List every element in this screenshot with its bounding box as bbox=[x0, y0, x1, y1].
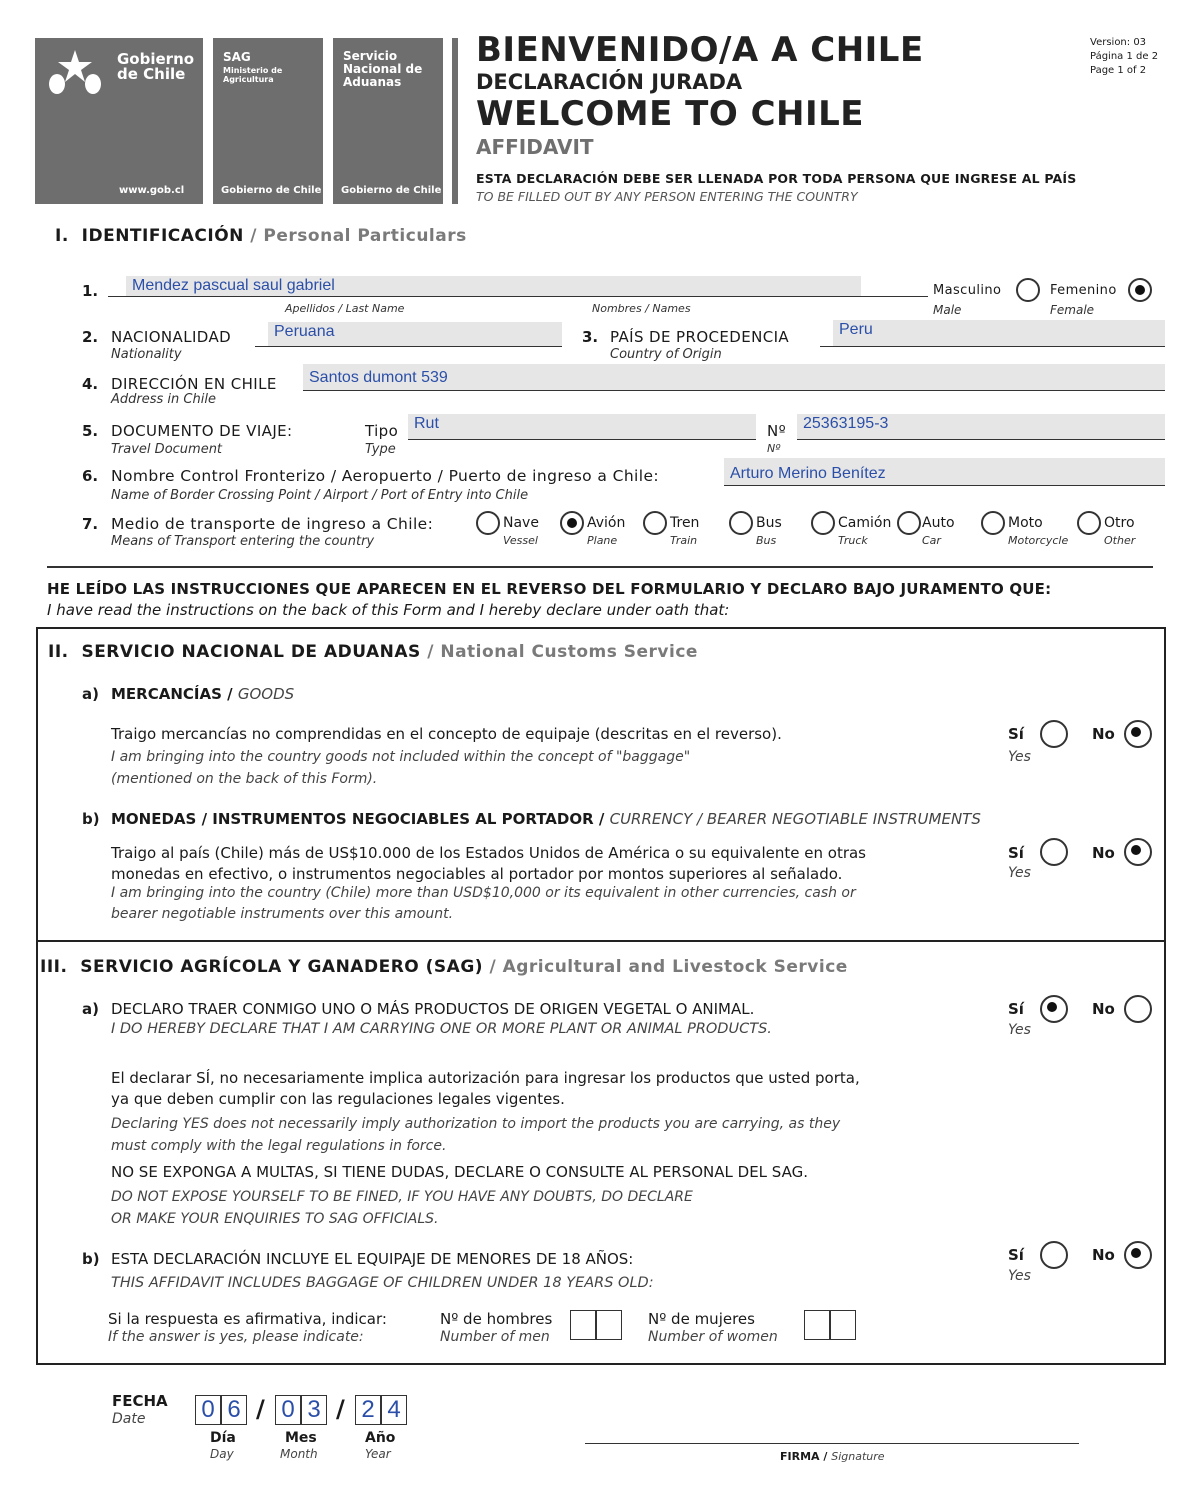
transport-label-en: Means of Transport entering the country bbox=[111, 534, 375, 549]
female-label-en: Female bbox=[1050, 303, 1095, 317]
field2-num: 2. bbox=[82, 328, 99, 346]
signature-label-es: FIRMA / bbox=[780, 1450, 832, 1463]
s2a-title-es: MERCANCÍAS / bbox=[111, 685, 238, 703]
s2b-title bbox=[111, 810, 981, 828]
s2b-yes-label-en: Yes bbox=[1008, 865, 1031, 881]
field1-line bbox=[108, 296, 928, 297]
transport-truck-label-en: Truck bbox=[838, 534, 868, 547]
header-divider bbox=[452, 38, 458, 204]
s3b-text-en: THIS AFFIDAVIT INCLUDES BAGGAGE OF CHILDREN UNDER 18 YEARS OLD: bbox=[111, 1275, 654, 1291]
oath-es: HE LEÍDO LAS INSTRUCCIONES QUE APARECEN EN EL REVERSO DEL FORMULARIO Y DECLARO BAJO JURAMENTO QUE: bbox=[47, 580, 1052, 598]
month-label-en: Month bbox=[280, 1447, 318, 1461]
logo-aduanas bbox=[333, 38, 443, 204]
s2b-no-label: No bbox=[1092, 844, 1115, 862]
s3b-yes-label: Sí bbox=[1008, 1246, 1024, 1264]
s3b-ifyes-en: If the answer is yes, please indicate: bbox=[108, 1329, 364, 1345]
s2b-title-en: CURRENCY / BEARER NEGOTIABLE INSTRUMENTS bbox=[609, 810, 981, 828]
s2a-yes-radio[interactable] bbox=[1040, 720, 1068, 748]
s2a-letter: a) bbox=[82, 685, 99, 703]
s2a-no-label: No bbox=[1092, 725, 1115, 743]
s3a-yes-label: Sí bbox=[1008, 1000, 1024, 1018]
s2b-yes-radio[interactable] bbox=[1040, 838, 1068, 866]
transport-bus-label-en: Bus bbox=[756, 534, 777, 547]
doc-type-field[interactable]: Rut bbox=[408, 414, 756, 440]
s3a-no-radio[interactable] bbox=[1124, 995, 1152, 1023]
section2-title-es: SERVICIO NACIONAL DE ADUANAS bbox=[81, 642, 421, 662]
men-label-en: Number of men bbox=[440, 1329, 550, 1345]
men-count-box-2[interactable] bbox=[596, 1310, 622, 1340]
logo-sag-title: SAG bbox=[223, 50, 251, 64]
transport-vessel-label: Nave bbox=[503, 515, 539, 531]
s3a-text-en: I DO HEREBY DECLARE THAT I AM CARRYING ONE OR MORE PLANT OR ANIMAL PRODUCTS. bbox=[111, 1021, 772, 1037]
s3a-no-label: No bbox=[1092, 1000, 1115, 1018]
logo-sag bbox=[213, 38, 323, 204]
travel-doc-label: DOCUMENTO DE VIAJE: bbox=[111, 422, 293, 440]
date-day-digit-1[interactable]: 0 bbox=[195, 1395, 221, 1425]
section2-num: II. bbox=[48, 642, 69, 662]
day-label-en: Day bbox=[210, 1447, 234, 1461]
border-field[interactable]: Arturo Merino Benítez bbox=[724, 458, 1165, 486]
address-label: DIRECCIÓN EN CHILE bbox=[111, 375, 277, 393]
s2b-no-radio[interactable] bbox=[1124, 838, 1152, 866]
logo-gob-title: Gobierno de Chile bbox=[117, 50, 195, 83]
lastname-label: Apellidos / Last Name bbox=[285, 302, 405, 315]
oath-en: I have read the instructions on the back of this Form and I hereby declare under oath that: bbox=[47, 601, 730, 619]
origin-label: PAÍS DE PROCEDENCIA bbox=[610, 328, 790, 346]
transport-motorcycle-label-en: Motorcycle bbox=[1008, 534, 1069, 547]
women-count-box-1[interactable] bbox=[804, 1310, 830, 1340]
address-field[interactable]: Santos dumont 539 bbox=[303, 364, 1165, 391]
s3b-ifyes-es: Si la respuesta es afirmativa, indicar: bbox=[108, 1310, 387, 1328]
section1-num: I. bbox=[55, 226, 69, 246]
section2-divider bbox=[36, 940, 1166, 942]
date-year-digit-2[interactable]: 4 bbox=[381, 1395, 407, 1425]
s2a-title-en: GOODS bbox=[237, 685, 295, 703]
type-label: Tipo bbox=[365, 422, 399, 440]
field3-num: 3. bbox=[582, 328, 599, 346]
s3a-warn-en2: OR MAKE YOUR ENQUIRIES TO SAG OFFICIALS. bbox=[111, 1211, 439, 1227]
transport-bus-label: Bus bbox=[756, 515, 782, 531]
logo-gobierno bbox=[35, 38, 203, 204]
s3a-yes-radio[interactable] bbox=[1040, 995, 1068, 1023]
name-field[interactable]: Mendez pascual saul gabriel bbox=[126, 276, 861, 296]
transport-train-radio[interactable] bbox=[643, 511, 667, 535]
origin-line bbox=[820, 346, 1165, 347]
logo-sag-foot: Gobierno de Chile bbox=[221, 185, 322, 196]
women-label: Nº de mujeres bbox=[648, 1310, 755, 1328]
signature-label bbox=[780, 1450, 885, 1463]
month-label: Mes bbox=[285, 1430, 317, 1446]
transport-car-label: Auto bbox=[922, 515, 955, 531]
transport-bus-radio[interactable] bbox=[729, 511, 753, 535]
transport-truck-label: Camión bbox=[838, 515, 892, 531]
section3-title-es: SERVICIO AGRÍCOLA Y GANADERO (SAG) bbox=[80, 957, 484, 977]
subtitle-en: AFFIDAVIT bbox=[476, 135, 594, 159]
doc-number-field[interactable]: 25363195-3 bbox=[797, 414, 1165, 440]
field1-num: 1. bbox=[82, 282, 99, 300]
page-es: Página 1 de 2 bbox=[1090, 51, 1159, 62]
s3a-warn-es: NO SE EXPONGA A MULTAS, SI TIENE DUDAS, DECLARE O CONSULTE AL PERSONAL DEL SAG. bbox=[111, 1163, 808, 1181]
s3a-text-es: DECLARO TRAER CONMIGO UNO O MÁS PRODUCTOS DE ORIGEN VEGETAL O ANIMAL. bbox=[111, 1000, 755, 1018]
s3a-note-es1: El declarar SÍ, no necesariamente implica autorización para ingresar los productos que usted porta, bbox=[111, 1069, 860, 1087]
s2b-title-es: MONEDAS / INSTRUMENTOS NEGOCIABLES AL PORTADOR / bbox=[111, 810, 610, 828]
version: Version: 03 bbox=[1090, 37, 1147, 48]
transport-vessel-radio[interactable] bbox=[476, 511, 500, 535]
female-label: Femenino bbox=[1050, 283, 1117, 298]
date-month-digit-1[interactable]: 0 bbox=[275, 1395, 301, 1425]
section1-title bbox=[55, 226, 467, 246]
logo-gob-url: www.gob.cl bbox=[119, 185, 185, 196]
s2b-text-en2: bearer negotiable instruments over this amount. bbox=[111, 906, 454, 922]
male-label: Masculino bbox=[933, 283, 1002, 298]
signature-label-en: Signature bbox=[831, 1450, 885, 1463]
male-label-en: Male bbox=[933, 303, 962, 317]
date-sep-1: / bbox=[256, 1395, 265, 1423]
male-radio[interactable] bbox=[1016, 278, 1040, 302]
year-label: Año bbox=[365, 1430, 396, 1446]
day-label: Día bbox=[210, 1430, 236, 1446]
s2b-letter: b) bbox=[82, 810, 100, 828]
date-day-digit-2[interactable]: 6 bbox=[221, 1395, 247, 1425]
transport-plane-label: Avión bbox=[587, 515, 626, 531]
men-label: Nº de hombres bbox=[440, 1310, 553, 1328]
transport-vessel-label-en: Vessel bbox=[503, 534, 538, 547]
origin-label-en: Country of Origin bbox=[610, 347, 722, 362]
s3b-yes-label-en: Yes bbox=[1008, 1268, 1031, 1284]
s3a-yes-label-en: Yes bbox=[1008, 1022, 1031, 1038]
chile-coat-of-arms-icon bbox=[45, 48, 105, 96]
doc-number-label: Nº bbox=[767, 422, 787, 440]
nationality-line bbox=[255, 346, 562, 347]
s2a-text-en2: (mentioned on the back of this Form). bbox=[111, 771, 378, 787]
men-count-box-1[interactable] bbox=[570, 1310, 596, 1340]
section3-title bbox=[40, 957, 848, 977]
s2a-text-en1: I am bringing into the country goods not included within the concept of "baggage" bbox=[111, 749, 691, 765]
s2b-text-es1: Traigo al país (Chile) más de US$10.000 de los Estados Unidos de América o su equivalente en otras bbox=[111, 844, 866, 862]
s2b-yes-label: Sí bbox=[1008, 844, 1024, 862]
transport-other-label-en: Other bbox=[1104, 534, 1136, 547]
page-en: Page 1 of 2 bbox=[1090, 65, 1147, 76]
instruction-en: TO BE FILLED OUT BY ANY PERSON ENTERING THE COUNTRY bbox=[476, 189, 858, 204]
field7-num: 7. bbox=[82, 515, 99, 533]
border-label: Nombre Control Fronterizo / Aeropuerto / Puerto de ingreso a Chile: bbox=[111, 467, 660, 485]
transport-plane-label-en: Plane bbox=[587, 534, 618, 547]
s2a-text-es: Traigo mercancías no comprendidas en el concepto de equipaje (descritas en el reverso). bbox=[111, 725, 782, 743]
section1-title-es: IDENTIFICACIÓN bbox=[81, 226, 244, 246]
transport-train-label: Tren bbox=[670, 515, 700, 531]
section2-title-en: / National Customs Service bbox=[420, 642, 698, 662]
subtitle-es: DECLARACIÓN JURADA bbox=[476, 70, 743, 94]
section1-title-en: / Personal Particulars bbox=[243, 226, 467, 246]
logo-sag-sub: Ministerio de Agricultura bbox=[223, 66, 283, 84]
transport-label: Medio de transporte de ingreso a Chile: bbox=[111, 515, 434, 533]
date-year-digit-1[interactable]: 2 bbox=[355, 1395, 381, 1425]
doc-number-label-en: Nº bbox=[767, 442, 781, 455]
section1-divider bbox=[47, 566, 1153, 568]
year-label-en: Year bbox=[365, 1447, 391, 1461]
s3a-note-en2: must comply with the legal regulations in force. bbox=[111, 1138, 447, 1154]
section3-title-en: / Agricultural and Livestock Service bbox=[483, 957, 848, 977]
nationality-label: NACIONALIDAD bbox=[111, 328, 232, 346]
transport-motorcycle-label: Moto bbox=[1008, 515, 1043, 531]
s3a-letter: a) bbox=[82, 1000, 99, 1018]
title-en: WELCOME TO CHILE bbox=[476, 94, 865, 134]
field4-num: 4. bbox=[82, 375, 99, 393]
s2a-yes-label: Sí bbox=[1008, 725, 1024, 743]
signature-line[interactable] bbox=[585, 1443, 1079, 1444]
women-count-box-2[interactable] bbox=[830, 1310, 856, 1340]
date-month-digit-2[interactable]: 3 bbox=[301, 1395, 327, 1425]
s3a-warn-en1: DO NOT EXPOSE YOURSELF TO BE FINED, IF YOU HAVE ANY DOUBTS, DO DECLARE bbox=[111, 1189, 693, 1205]
transport-train-label-en: Train bbox=[670, 534, 698, 547]
nationality-label-en: Nationality bbox=[111, 347, 182, 362]
transport-truck-radio[interactable] bbox=[811, 511, 835, 535]
border-label-en: Name of Border Crossing Point / Airport / Port of Entry into Chile bbox=[111, 488, 529, 503]
s3b-yes-radio[interactable] bbox=[1040, 1241, 1068, 1269]
nationality-field[interactable]: Peruana bbox=[268, 322, 562, 346]
s3b-text-es: ESTA DECLARACIÓN INCLUYE EL EQUIPAJE DE MENORES DE 18 AÑOS: bbox=[111, 1250, 634, 1268]
type-label-en: Type bbox=[365, 442, 396, 457]
date-label: FECHA bbox=[112, 1392, 168, 1410]
s3a-note-en1: Declaring YES does not necessarily imply authorization to import the products you are carrying, as they bbox=[111, 1116, 841, 1132]
version-block bbox=[1090, 36, 1158, 78]
date-sep-2: / bbox=[336, 1395, 345, 1423]
transport-motorcycle-radio[interactable] bbox=[981, 511, 1005, 535]
s2a-yes-label-en: Yes bbox=[1008, 749, 1031, 765]
transport-car-label-en: Car bbox=[922, 534, 941, 547]
section2-title bbox=[48, 642, 698, 662]
section3-num: III. bbox=[40, 957, 68, 977]
female-radio[interactable] bbox=[1128, 278, 1152, 302]
address-label-en: Address in Chile bbox=[111, 392, 216, 407]
names-label: Nombres / Names bbox=[592, 302, 691, 315]
instruction-es: ESTA DECLARACIÓN DEBE SER LLENADA POR TODA PERSONA QUE INGRESE AL PAÍS bbox=[476, 171, 1077, 186]
women-label-en: Number of women bbox=[648, 1329, 778, 1345]
s2a-no-radio[interactable] bbox=[1124, 720, 1152, 748]
s2b-text-es2: monedas en efectivo, o instrumentos negociables al portador por montos superiores al señalado. bbox=[111, 865, 843, 883]
logo-aduanas-title: Servicio Nacional de Aduanas bbox=[343, 49, 423, 89]
transport-other-radio[interactable] bbox=[1077, 511, 1101, 535]
s2b-text-en1: I am bringing into the country (Chile) more than USD$10,000 or its equivalent in other currencies, cash or bbox=[111, 885, 856, 901]
s3b-no-radio[interactable] bbox=[1124, 1241, 1152, 1269]
field6-num: 6. bbox=[82, 467, 99, 485]
s3b-no-label: No bbox=[1092, 1246, 1115, 1264]
field5-num: 5. bbox=[82, 422, 99, 440]
s2a-title bbox=[111, 685, 294, 703]
origin-field[interactable]: Peru bbox=[833, 320, 1165, 346]
transport-other-label: Otro bbox=[1104, 515, 1135, 531]
title-es: BIENVENIDO/A A CHILE bbox=[476, 30, 924, 70]
travel-doc-label-en: Travel Document bbox=[111, 442, 223, 457]
transport-plane-radio[interactable] bbox=[560, 511, 584, 535]
logo-aduanas-foot: Gobierno de Chile bbox=[341, 185, 442, 196]
transport-car-radio[interactable] bbox=[897, 511, 921, 535]
date-label-en: Date bbox=[112, 1411, 146, 1427]
s3a-note-es2: ya que deben cumplir con las regulaciones legales vigentes. bbox=[111, 1090, 565, 1108]
s3b-letter: b) bbox=[82, 1250, 100, 1268]
